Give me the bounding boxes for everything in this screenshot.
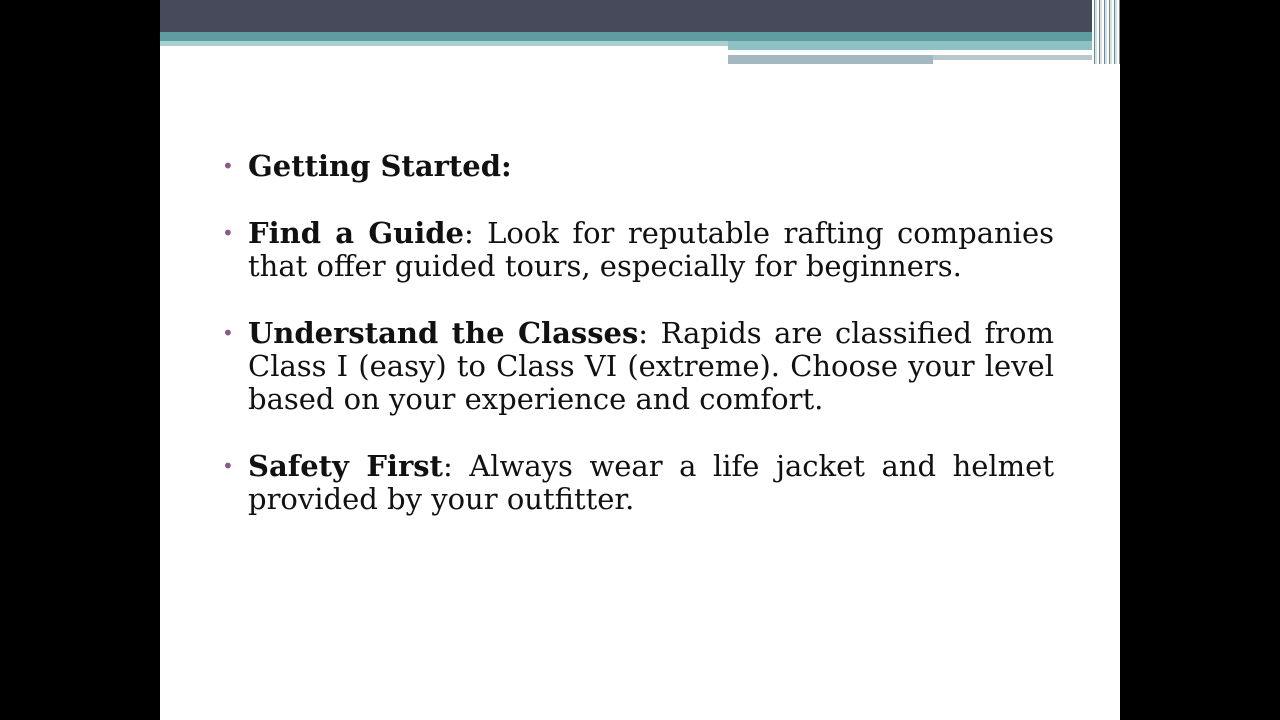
slide-canvas	[160, 0, 1120, 720]
header-accent-band	[160, 32, 1120, 41]
header-right-strip-thin	[933, 55, 1113, 60]
bullet-separator: :	[463, 216, 474, 250]
bullet-body: Rapids are classified from Class I (easy) to Class VI (extreme). Choose your level based on your experience and comfort.	[248, 316, 1054, 416]
header-band	[160, 0, 1120, 32]
bullet-heading: Safety First	[248, 449, 443, 483]
header-accent-light	[160, 41, 728, 46]
bullet-item-safety-first	[222, 450, 1054, 516]
bullet-item-find-guide	[222, 217, 1054, 283]
bullet-separator: :	[638, 316, 649, 350]
bullet-icon: •	[222, 221, 234, 245]
bullet-icon: •	[222, 454, 234, 478]
bullet-icon: •	[222, 321, 234, 345]
bullet-body: Look for reputable rafting companies that offer guided tours, especially for beginners.	[248, 216, 1055, 283]
bullet-item-understand-classes	[222, 317, 1054, 416]
bullet-heading: Getting Started:	[248, 149, 512, 183]
bullet-heading: Find a Guide	[248, 216, 464, 250]
header-right-strip-lower	[728, 55, 933, 64]
bullet-body: Always wear a life jacket and helmet provided by your outfitter.	[248, 449, 1054, 516]
header-right-strip	[728, 41, 1108, 50]
header-edge-lines	[1092, 0, 1120, 64]
bullet-icon: •	[222, 154, 234, 178]
bullet-item-getting-started	[222, 150, 1054, 183]
slide-content	[222, 150, 1054, 550]
bullet-separator: :	[442, 449, 453, 483]
bullet-heading: Understand the Classes	[248, 316, 639, 350]
